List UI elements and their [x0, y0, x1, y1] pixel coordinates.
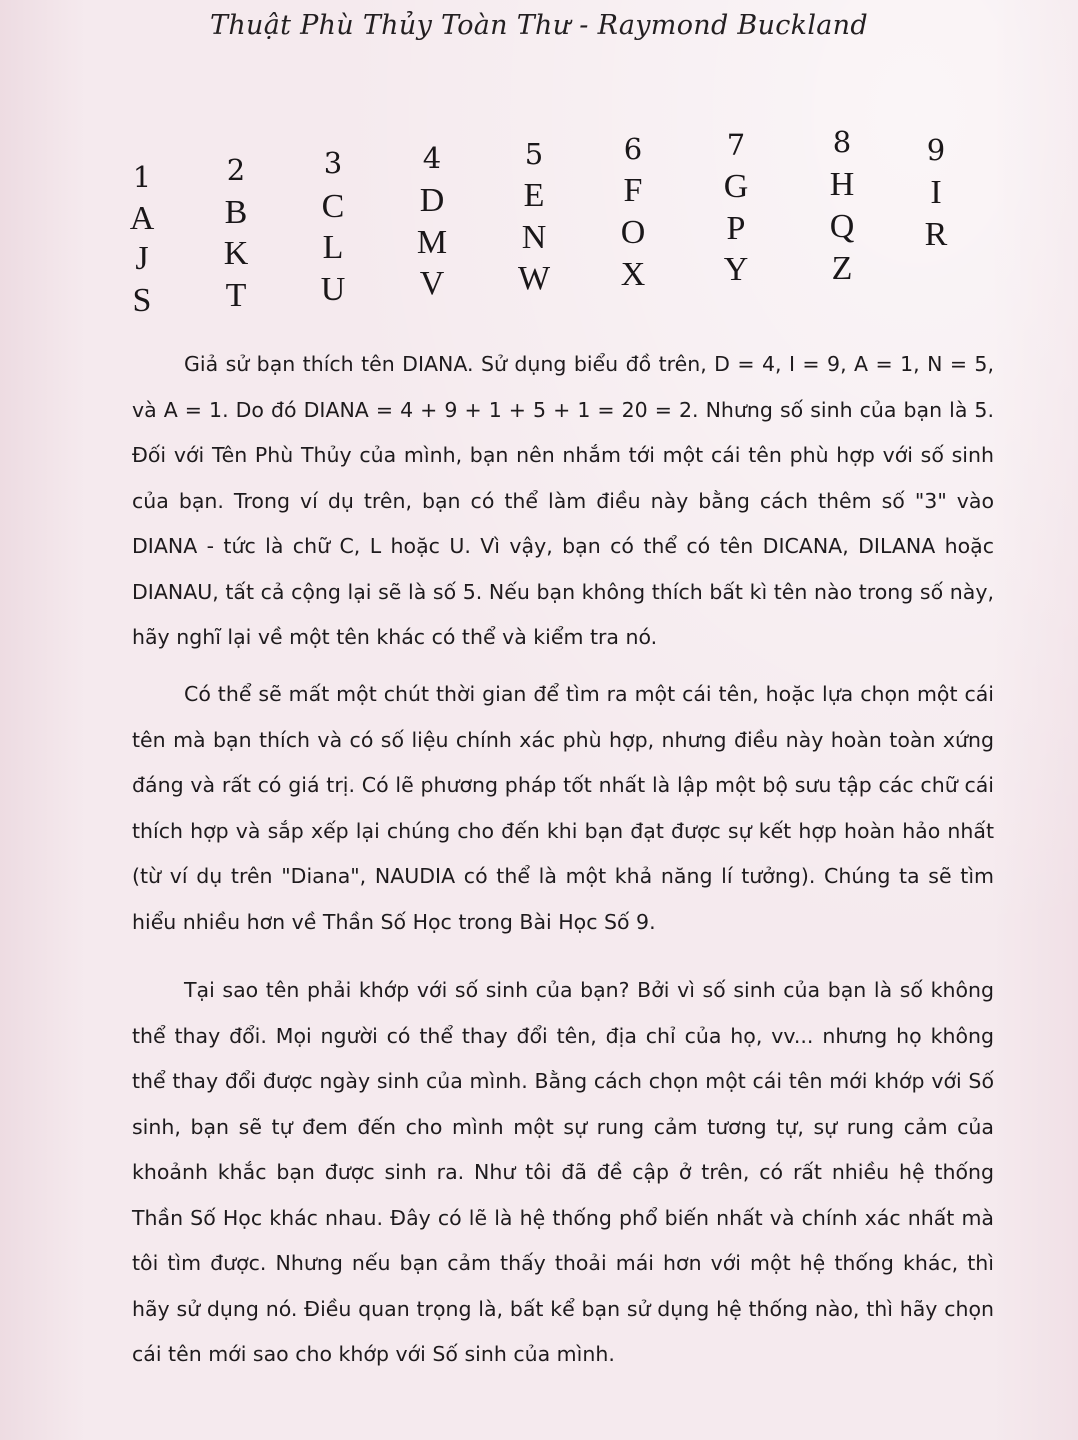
- chart-number: 4: [422, 141, 442, 175]
- chart-letter: B: [224, 194, 248, 231]
- chart-letter: U: [320, 271, 346, 308]
- chart-letter: G: [723, 168, 749, 205]
- running-header: Thuật Phù Thủy Toàn Thư - Raymond Buckland: [210, 10, 868, 41]
- chart-letter: C: [321, 188, 345, 225]
- chart-letter: L: [322, 229, 344, 266]
- chart-letter: T: [225, 277, 247, 314]
- chart-letter: Y: [723, 251, 749, 288]
- chart-letter: N: [521, 219, 547, 256]
- chart-number: 5: [524, 137, 544, 171]
- chart-letter: D: [419, 182, 445, 219]
- chart-letter: Z: [831, 250, 853, 287]
- chart-letter: J: [135, 240, 149, 277]
- chart-number: 2: [226, 153, 246, 187]
- chart-letter: M: [416, 224, 448, 261]
- chart-letter: R: [924, 216, 948, 253]
- body-paragraph: Tại sao tên phải khớp với số sinh của bạn? Bởi vì số sinh của bạn là số không thể thay đổi. Mọi người có thể thay đổi tên, địa chỉ của họ, vv... nhưng họ không thể thay đổi được ngày sinh của mình. Bằng cách chọn một cái tên mới khớp với Số sinh, bạn sẽ tự đem đến cho mình một sự rung cảm tương tự, sự rung cảm của khoảnh khắc bạn được sinh ra. Như tôi đã đề cập ở trên, có rất nhiều hệ thống Thần Số Học khác nhau. Đây có lẽ là hệ thống phổ biến nhất và chính xác nhất mà tôi tìm được. Nhưng nếu bạn cảm thấy thoải mái hơn với một hệ thống khác, thì hãy sử dụng nó. Điều quan trọng là, bất kể bạn sử dụng hệ thống nào, thì hãy chọn cái tên mới sao cho khớp với Số sinh của mình.: [132, 978, 994, 1366]
- chart-number: 7: [726, 128, 746, 162]
- chart-letter: A: [129, 200, 155, 237]
- body-paragraph: Giả sử bạn thích tên DIANA. Sử dụng biểu đồ trên, D = 4, I = 9, A = 1, N = 5, và A = 1. Do đó DIANA = 4 + 9 + 1 + 5 + 1 = 20 = 2. Nhưng số sinh của bạn là 5. Đối với Tên Phù Thủy của mình, bạn nên nhắm tới một cái tên phù hợp với số sinh của bạn. Trong ví dụ trên, bạn có thể làm điều này bằng cách thêm số "3" vào DIANA - tức là chữ C, L hoặc U. Vì vậy, bạn có thể có tên DICANA, DILANA hoặc DIANAU, tất cả cộng lại sẽ là số 5. Nếu bạn không thích bất kì tên nào trong số này, hãy nghĩ lại về một tên khác có thể và kiểm tra nó.: [132, 352, 994, 649]
- chart-letter: I: [930, 174, 942, 211]
- chart-letter: X: [620, 256, 646, 293]
- chart-letter: W: [517, 260, 551, 297]
- chart-number: 9: [926, 133, 946, 167]
- chart-number: 1: [132, 160, 152, 194]
- chart-letter: H: [829, 166, 855, 203]
- chart-letter: P: [726, 210, 746, 247]
- chart-letter: S: [132, 282, 152, 319]
- chart-letter: O: [620, 214, 646, 251]
- chart-letter: K: [223, 235, 249, 272]
- chart-number: 3: [323, 146, 343, 180]
- chart-letter: V: [419, 265, 445, 302]
- chart-number: 8: [832, 125, 852, 159]
- numerology-chart: [0, 0, 1078, 330]
- chart-number: 6: [623, 132, 643, 166]
- chart-letter: Q: [829, 208, 855, 245]
- chart-letter: F: [623, 172, 643, 209]
- chart-letter: E: [523, 177, 545, 214]
- body-paragraph: Có thể sẽ mất một chút thời gian để tìm ra một cái tên, hoặc lựa chọn một cái tên mà bạn thích và có số liệu chính xác phù hợp, nhưng điều này hoàn toàn xứng đáng và rất có giá trị. Có lẽ phương pháp tốt nhất là lập một bộ sưu tập các chữ cái thích hợp và sắp xếp lại chúng cho đến khi bạn đạt được sự kết hợp hoàn hảo nhất (từ ví dụ trên "Diana", NAUDIA có thể là một khả năng lí tưởng). Chúng ta sẽ tìm hiểu nhiều hơn về Thần Số Học trong Bài Học Số 9.: [132, 682, 994, 934]
